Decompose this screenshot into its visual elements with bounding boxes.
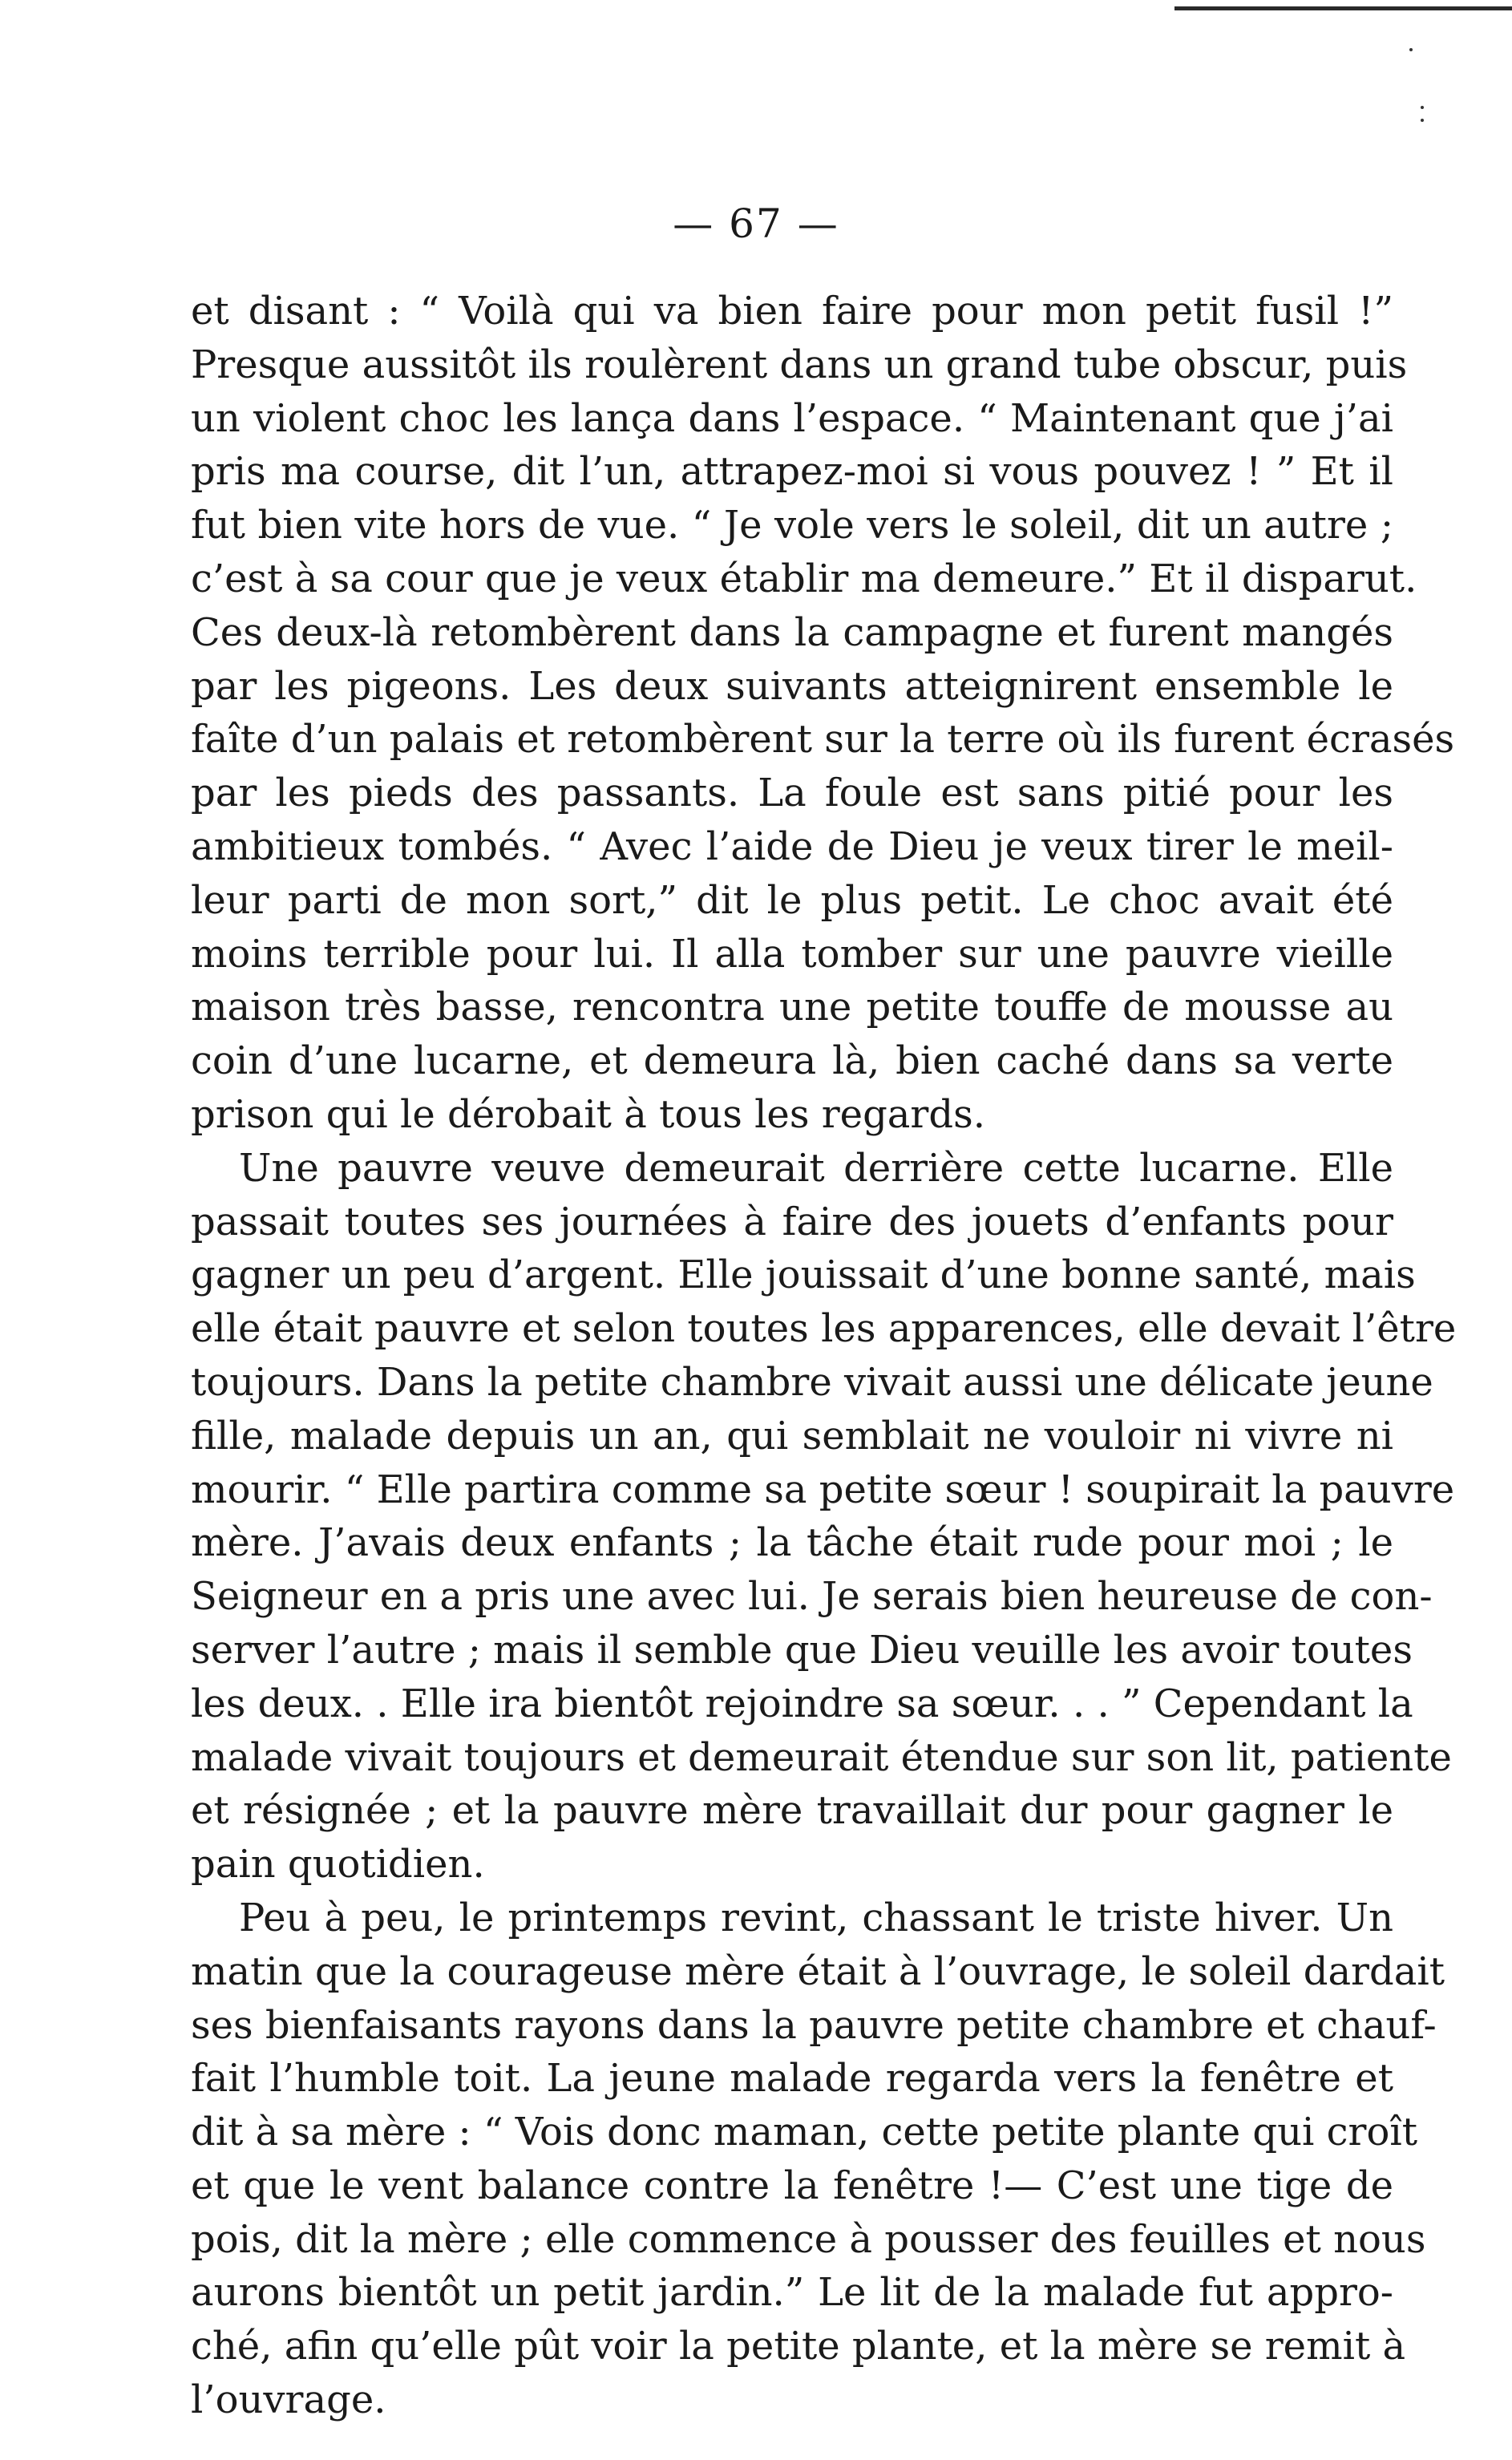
- text-line: faîte d’un palais et retombèrent sur la terre où ils furent écrasés: [191, 717, 1455, 763]
- text-line: leur parti de mon sort,” dit le plus petit. Le choc avait été: [191, 877, 1393, 923]
- text-line: et disant : “ Voilà qui va bien faire pour mon petit fusil !”: [191, 289, 1393, 334]
- text-line: toujours. Dans la petite chambre vivait aussi une délicate jeune: [191, 1359, 1433, 1405]
- text-line: passait toutes ses journées à faire des jouets d’enfants pour: [191, 1199, 1393, 1244]
- ink-speck: [1409, 48, 1413, 51]
- text-line: les deux. . Elle ira bientôt rejoindre sa sœur. . . ” Cependant la: [191, 1681, 1413, 1726]
- text-line: moins terrible pour lui. Il alla tomber sur une pauvre vieille: [191, 931, 1393, 977]
- ink-speck: [1421, 119, 1424, 122]
- text-line: par les pigeons. Les deux suivants atteignirent ensemble le: [191, 663, 1393, 709]
- text-line: server l’autre ; mais il semble que Dieu veuille les avoir toutes: [191, 1627, 1413, 1673]
- text-line: matin que la courageuse mère était à l’ouvrage, le soleil dardait: [191, 1948, 1445, 1994]
- text-line: malade vivait toujours et demeurait étendue sur son lit, patiente: [191, 1734, 1452, 1780]
- top-edge-rule: [1174, 6, 1512, 10]
- text-line: prison qui le dérobait à tous les regards.: [191, 1091, 985, 1137]
- text-line: Peu à peu, le printemps revint, chassant le triste hiver. Un: [239, 1895, 1393, 1940]
- ink-speck: [1421, 106, 1424, 109]
- text-line: pois, dit la mère ; elle commence à pousser des feuilles et nous: [191, 2216, 1426, 2262]
- text-line: mère. J’avais deux enfants ; la tâche était rude pour moi ; le: [191, 1520, 1393, 1566]
- text-line: Ces deux-là retombèrent dans la campagne et furent mangés: [191, 609, 1393, 655]
- text-line: ses bienfaisants rayons dans la pauvre petite chambre et chauf-: [191, 2002, 1437, 2048]
- text-line: Presque aussitôt ils roulèrent dans un grand tube obscur, puis: [191, 342, 1408, 387]
- text-line: mourir. “ Elle partira comme sa petite sœur ! soupirait la pauvre: [191, 1467, 1455, 1512]
- text-line: Une pauvre veuve demeurait derrière cette lucarne. Elle: [239, 1145, 1393, 1191]
- text-line: fille, malade depuis un an, qui semblait ne vouloir ni vivre ni: [191, 1413, 1393, 1459]
- text-line: fut bien vite hors de vue. “ Je vole vers le soleil, dit un autre ;: [191, 503, 1393, 548]
- text-line: maison très basse, rencontra une petite touffe de mousse au: [191, 985, 1393, 1030]
- text-line: pris ma course, dit l’un, attrapez-moi si vous pouvez ! ” Et il: [191, 449, 1393, 495]
- text-line: pain quotidien.: [191, 1842, 485, 1887]
- text-line: un violent choc les lança dans l’espace. “ Maintenant que j’ai: [191, 395, 1393, 441]
- text-line: par les pieds des passants. La foule est sans pitié pour les: [191, 771, 1393, 816]
- text-line: elle était pauvre et selon toutes les apparences, elle devait l’être: [191, 1306, 1457, 1352]
- text-line: l’ouvrage.: [191, 2377, 386, 2423]
- text-line: ambitieux tombés. “ Avec l’aide de Dieu je veux tirer le meil-: [191, 823, 1393, 869]
- text-line: aurons bientôt un petit jardin.” Le lit de la malade fut appro-: [191, 2270, 1393, 2316]
- text-line: et résignée ; et la pauvre mère travaillait dur pour gagner le: [191, 1788, 1393, 1834]
- text-line: gagner un peu d’argent. Elle jouissait d’une bonne santé, mais: [191, 1252, 1416, 1298]
- text-line: ché, afin qu’elle pût voir la petite plante, et la mère se remit à: [191, 2324, 1406, 2369]
- text-line: et que le vent balance contre la fenêtre !— C’est une tige de: [191, 2163, 1393, 2208]
- page-number: — 67 —: [673, 200, 839, 247]
- text-line: Seigneur en a pris une avec lui. Je serais bien heureuse de con-: [191, 1574, 1433, 1620]
- text-line: dit à sa mère : “ Vois donc maman, cette petite plante qui croît: [191, 2110, 1417, 2155]
- text-line: fait l’humble toit. La jeune malade regarda vers la fenêtre et: [191, 2056, 1393, 2102]
- text-line: c’est à sa cour que je veux établir ma demeure.” Et il disparut.: [191, 556, 1417, 601]
- text-line: coin d’une lucarne, et demeura là, bien caché dans sa verte: [191, 1038, 1393, 1084]
- body-text: [191, 285, 1457, 2427]
